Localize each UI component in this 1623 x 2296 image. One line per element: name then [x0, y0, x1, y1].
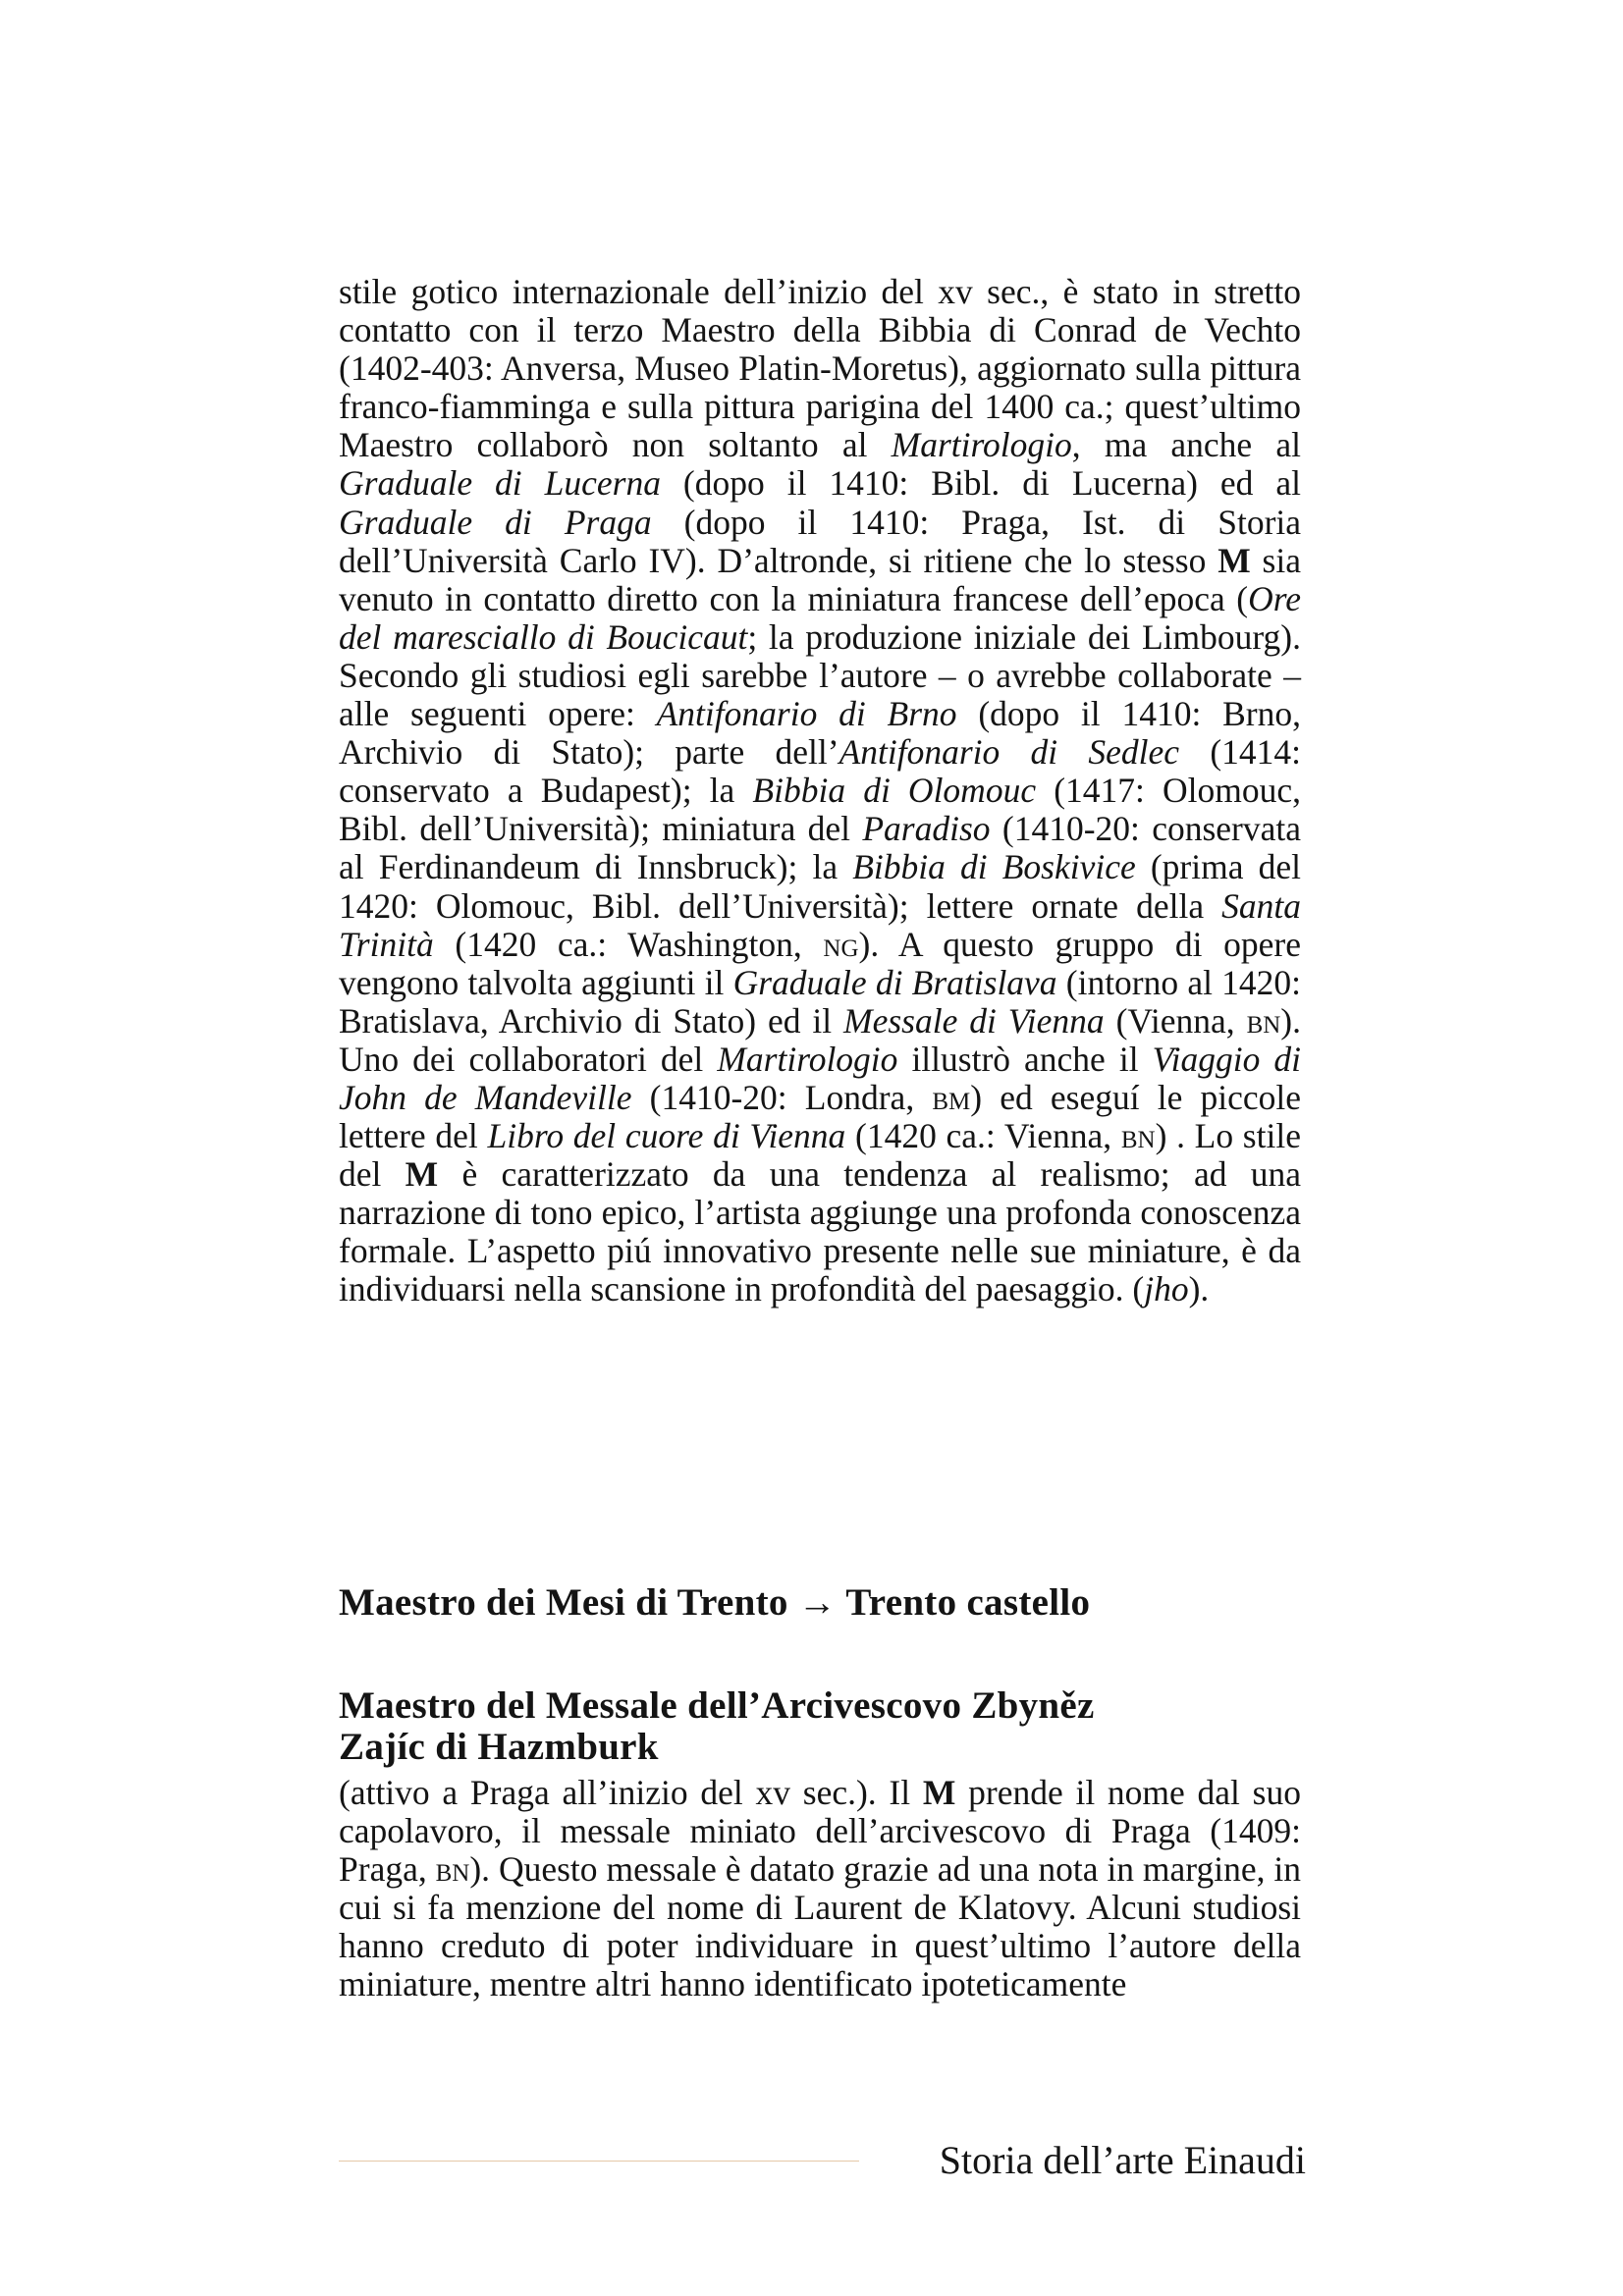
- text-run: (dopo il 1410: Brno, Archivio di Stato); parte dell’: [339, 694, 1301, 773]
- text-run: (attivo a Praga all’inizio del xv sec.). Il: [339, 1773, 923, 1812]
- work-title: Ore del maresciallo di Boucicaut: [339, 578, 1301, 657]
- footer-publisher-label: Storia dell’arte Einaudi: [939, 2138, 1306, 2182]
- text-run: è caratterizzato da una tendenza al realismo; ad una narrazione di tono epico, l’artista aggiunge una profonda conoscenza formale. L’aspetto piú innovativo presente nelle sue miniature, è da individuarsi nella scansione in profondità del paesaggio. (: [339, 1154, 1301, 1309]
- work-title: Libro del cuore di Vienna: [487, 1116, 846, 1156]
- work-title: Graduale di Lucerna: [339, 463, 661, 504]
- entry-messale-paragraph: [339, 1774, 1301, 2004]
- text-run: prende il nome dal suo capolavoro, il messale miniato dell’arcivescovo di Praga (1409: Praga,: [339, 1773, 1301, 1890]
- text-run: (1420 ca.: Washington,: [433, 924, 824, 964]
- entry-continuation: [339, 273, 1301, 1309]
- work-title: Paradiso: [862, 809, 991, 849]
- work-title: Bibbia di Boskivice: [852, 847, 1136, 887]
- text-run: (1410-20: Londra,: [631, 1077, 933, 1117]
- text-run: (1420 ca.: Vienna,: [845, 1116, 1121, 1156]
- entry-messale-body: [339, 1774, 1301, 2004]
- text-run: (Vienna,: [1104, 1000, 1247, 1041]
- collection-abbreviation: bn: [1246, 1000, 1281, 1041]
- text-run: ; la produzione iniziale dei Limbourg). Secondo gli studiosi egli sarebbe l’autore – o avrebbe collaborate – alle seguenti opere:: [339, 616, 1301, 734]
- text-run: (1414: conservato a Budapest); la: [339, 732, 1302, 811]
- abbreviation-m: M: [405, 1154, 439, 1195]
- entry-heading-messale-arcivescovo: [339, 1685, 1301, 1768]
- text-run: ). A questo gruppo di opere vengono talvolta aggiunti il: [339, 924, 1301, 1002]
- heading-line: Maestro del Messale dell’Arcivescovo Zbyněz: [339, 1684, 1095, 1727]
- text-run: , ma anche al: [1071, 425, 1301, 465]
- text-run: (dopo il 1410: Praga, Ist. di Storia dell’Università Carlo IV). D’altronde, si ritiene che lo stesso: [339, 502, 1302, 580]
- entry-heading-mesi-di-trento: Maestro dei Mesi di Trento → Trento castello: [339, 1581, 1091, 1624]
- abbreviation-m: M: [1217, 540, 1251, 580]
- collection-abbreviation: bm: [932, 1077, 971, 1117]
- author-initials: jho: [1144, 1269, 1189, 1309]
- work-title: Antifonario di Sedlec: [839, 732, 1180, 773]
- text-run: (intorno al 1420: Bratislava, Archivio di Stato) ed il: [339, 962, 1301, 1041]
- text-run: (1417: Olomouc, Bibl. dell’Università); miniatura del: [339, 771, 1301, 849]
- text-run: (1410-20: conservata al Ferdinandeum di Innsbruck); la: [339, 809, 1301, 887]
- work-title: Graduale di Praga: [339, 502, 652, 542]
- work-title: Bibbia di Olomouc: [752, 771, 1037, 811]
- collection-abbreviation: bn: [1120, 1116, 1156, 1156]
- text-run: sia venuto in contatto diretto con la miniatura francese dell’epoca (: [339, 540, 1301, 618]
- work-title: Martirologio: [891, 425, 1072, 465]
- text-run: (dopo il 1410: Bibl. di Lucerna) ed al: [660, 463, 1301, 504]
- work-title: Graduale di Bratislava: [732, 962, 1057, 1002]
- text-run: illustrò anche il: [897, 1039, 1153, 1079]
- text-run: stile gotico internazionale dell’inizio del xv sec., è stato in stretto contatto con il terzo Maestro della Bibbia di Conrad de Vechto (1402-403: Anversa, Museo Platin-Moretus), aggiornato sulla pittura franco-fiamminga e sulla pittura parigina del 1400 ca.; quest’ultimo Maestro collaborò non soltanto al: [339, 272, 1301, 465]
- abbreviation-m: M: [922, 1773, 956, 1812]
- footer-divider: [339, 2161, 859, 2162]
- work-title: Santa Trinità: [339, 885, 1301, 964]
- collection-abbreviation: bn: [435, 1849, 470, 1890]
- heading-line: Zajíc di Hazmburk: [339, 1726, 659, 1768]
- text-run: ). Uno dei collaboratori del: [339, 1000, 1301, 1079]
- entry-continuation-paragraph: [339, 273, 1301, 1309]
- text-run: ). Questo messale è datato grazie ad una nota in margine, in cui si fa menzione del nome di Laurent de Klatovy. Alcuni studiosi hanno creduto di poter individuare in quest’ultimo l’autore della miniature, mentre altri hanno identificato ipoteticamente: [339, 1849, 1301, 2004]
- collection-abbreviation: ng: [823, 924, 859, 964]
- work-title: Antifonario di Brno: [656, 694, 957, 734]
- work-title: Messale di Vienna: [843, 1000, 1105, 1041]
- text-run: (prima del 1420: Olomouc, Bibl. dell’Università); lettere ornate della: [339, 847, 1301, 926]
- text-run: ).: [1188, 1269, 1210, 1309]
- text-run: ) ed eseguí le piccole lettere del: [339, 1077, 1301, 1156]
- work-title: Martirologio: [717, 1039, 898, 1079]
- text-run: ) . Lo stile del: [339, 1116, 1301, 1195]
- work-title: Viaggio di John de Mandeville: [339, 1039, 1302, 1117]
